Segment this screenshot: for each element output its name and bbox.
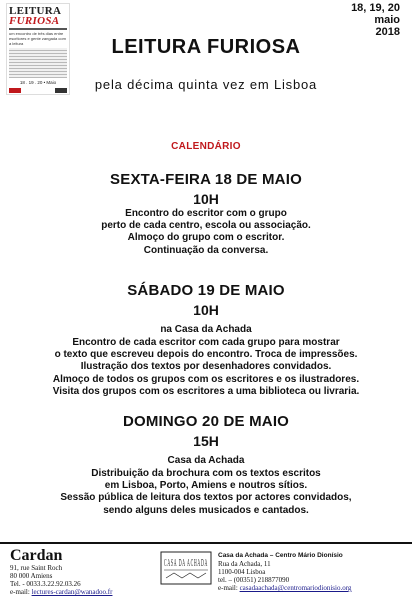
description-line: Sessão pública de leitura dos textos por actores convidados, bbox=[60, 492, 352, 504]
day-heading: DOMINGO 20 DE MAIO bbox=[122, 413, 290, 430]
cardan-phone: Tel. - 0033.3.22.92.03.26 bbox=[10, 580, 81, 588]
day-section-friday bbox=[0, 171, 412, 257]
dates-month: maio bbox=[374, 14, 400, 26]
description-line: sendo alguns deles musicados e cantados. bbox=[103, 504, 309, 516]
casa-contact bbox=[218, 551, 351, 592]
description-line: Distribuição da brochura com os textos escritos bbox=[91, 468, 321, 479]
poster-title-line1: LEITURA bbox=[9, 5, 62, 17]
cardan-email-link[interactable]: lectures-cardan@wanadoo.fr bbox=[31, 588, 113, 596]
day-time: 10H bbox=[193, 302, 219, 318]
cardan-email-label: e-mail: bbox=[10, 588, 30, 596]
poster-date: 18 . 19 . 20 • Maio bbox=[19, 80, 57, 85]
header-dates bbox=[330, 2, 400, 38]
description-line: Almoço do grupo com o escritor. bbox=[127, 232, 285, 244]
cardan-address-line: 91, rue Saint Roch bbox=[10, 564, 63, 572]
casa-phone: tel. – (00351) 218877090 bbox=[218, 576, 290, 584]
day-section-sunday bbox=[0, 413, 412, 517]
day-description bbox=[0, 208, 412, 257]
day-venue: Casa da Achada bbox=[167, 455, 245, 466]
day-venue: na Casa da Achada bbox=[160, 324, 252, 335]
casa-email-link[interactable]: casadaachada@centromariodionisio.org bbox=[239, 584, 352, 592]
casa-address-line: Rua da Achada, 11 bbox=[218, 560, 271, 568]
description-line: Encontro do escritor com o grupo bbox=[125, 208, 287, 219]
day-time: 15H bbox=[193, 433, 219, 449]
day-time: 10H bbox=[193, 191, 219, 207]
description-line: Continuação da conversa. bbox=[143, 244, 269, 256]
description-line: Ilustração dos textos por desenhadores convidados. bbox=[80, 361, 332, 373]
day-heading: SÁBADO 19 DE MAIO bbox=[127, 282, 285, 299]
dates-days: 18, 19, 20 bbox=[351, 2, 400, 14]
description-line: perto de cada centro, escola ou associação. bbox=[101, 220, 311, 232]
casa-address-line: 1100-004 Lisboa bbox=[218, 568, 266, 576]
footer-divider bbox=[0, 542, 412, 544]
casa-da-achada-logo-icon bbox=[160, 551, 212, 585]
day-section-saturday bbox=[0, 282, 412, 398]
poster-divider bbox=[9, 28, 67, 30]
description-line: em Lisboa, Porto, Amiens e noutros sítios. bbox=[104, 480, 308, 492]
casa-title: Casa da Achada – Centro Mário Dionísio bbox=[218, 552, 343, 559]
page-subtitle: pela décima quinta vez em Lisboa bbox=[94, 77, 318, 92]
description-line: o texto que escreveu depois do encontro. Troca de impressões. bbox=[54, 349, 358, 361]
cardan-contact bbox=[10, 547, 112, 596]
page-title: LEITURA FURIOSA bbox=[111, 36, 301, 58]
casa-email-label: e-mail: bbox=[218, 584, 238, 592]
dates-year: 2018 bbox=[375, 26, 400, 38]
calendar-label: CALENDÁRIO bbox=[171, 141, 241, 152]
casa-logo-text: CASA DA ACHADA bbox=[164, 557, 208, 569]
poster-tagline: um encontro de três dias entre escritores e gente zangada com a leitura bbox=[9, 31, 66, 46]
day-description bbox=[0, 337, 412, 398]
cardan-address-line: 80 000 Amiens bbox=[10, 572, 53, 580]
day-heading: SEXTA-FEIRA 18 DE MAIO bbox=[110, 171, 302, 188]
day-description bbox=[0, 468, 412, 517]
poster-title-line2: FURIOSA bbox=[9, 15, 60, 27]
description-line: Almoço de todos os grupos com os escritores e os ilustradores. bbox=[52, 373, 360, 385]
description-line: Encontro de cada escritor com cada grupo para mostrar bbox=[72, 337, 340, 348]
description-line: Visita dos grupos com os escritores a uma biblioteca ou livraria. bbox=[52, 385, 360, 397]
cardan-name: Cardan bbox=[10, 547, 63, 564]
